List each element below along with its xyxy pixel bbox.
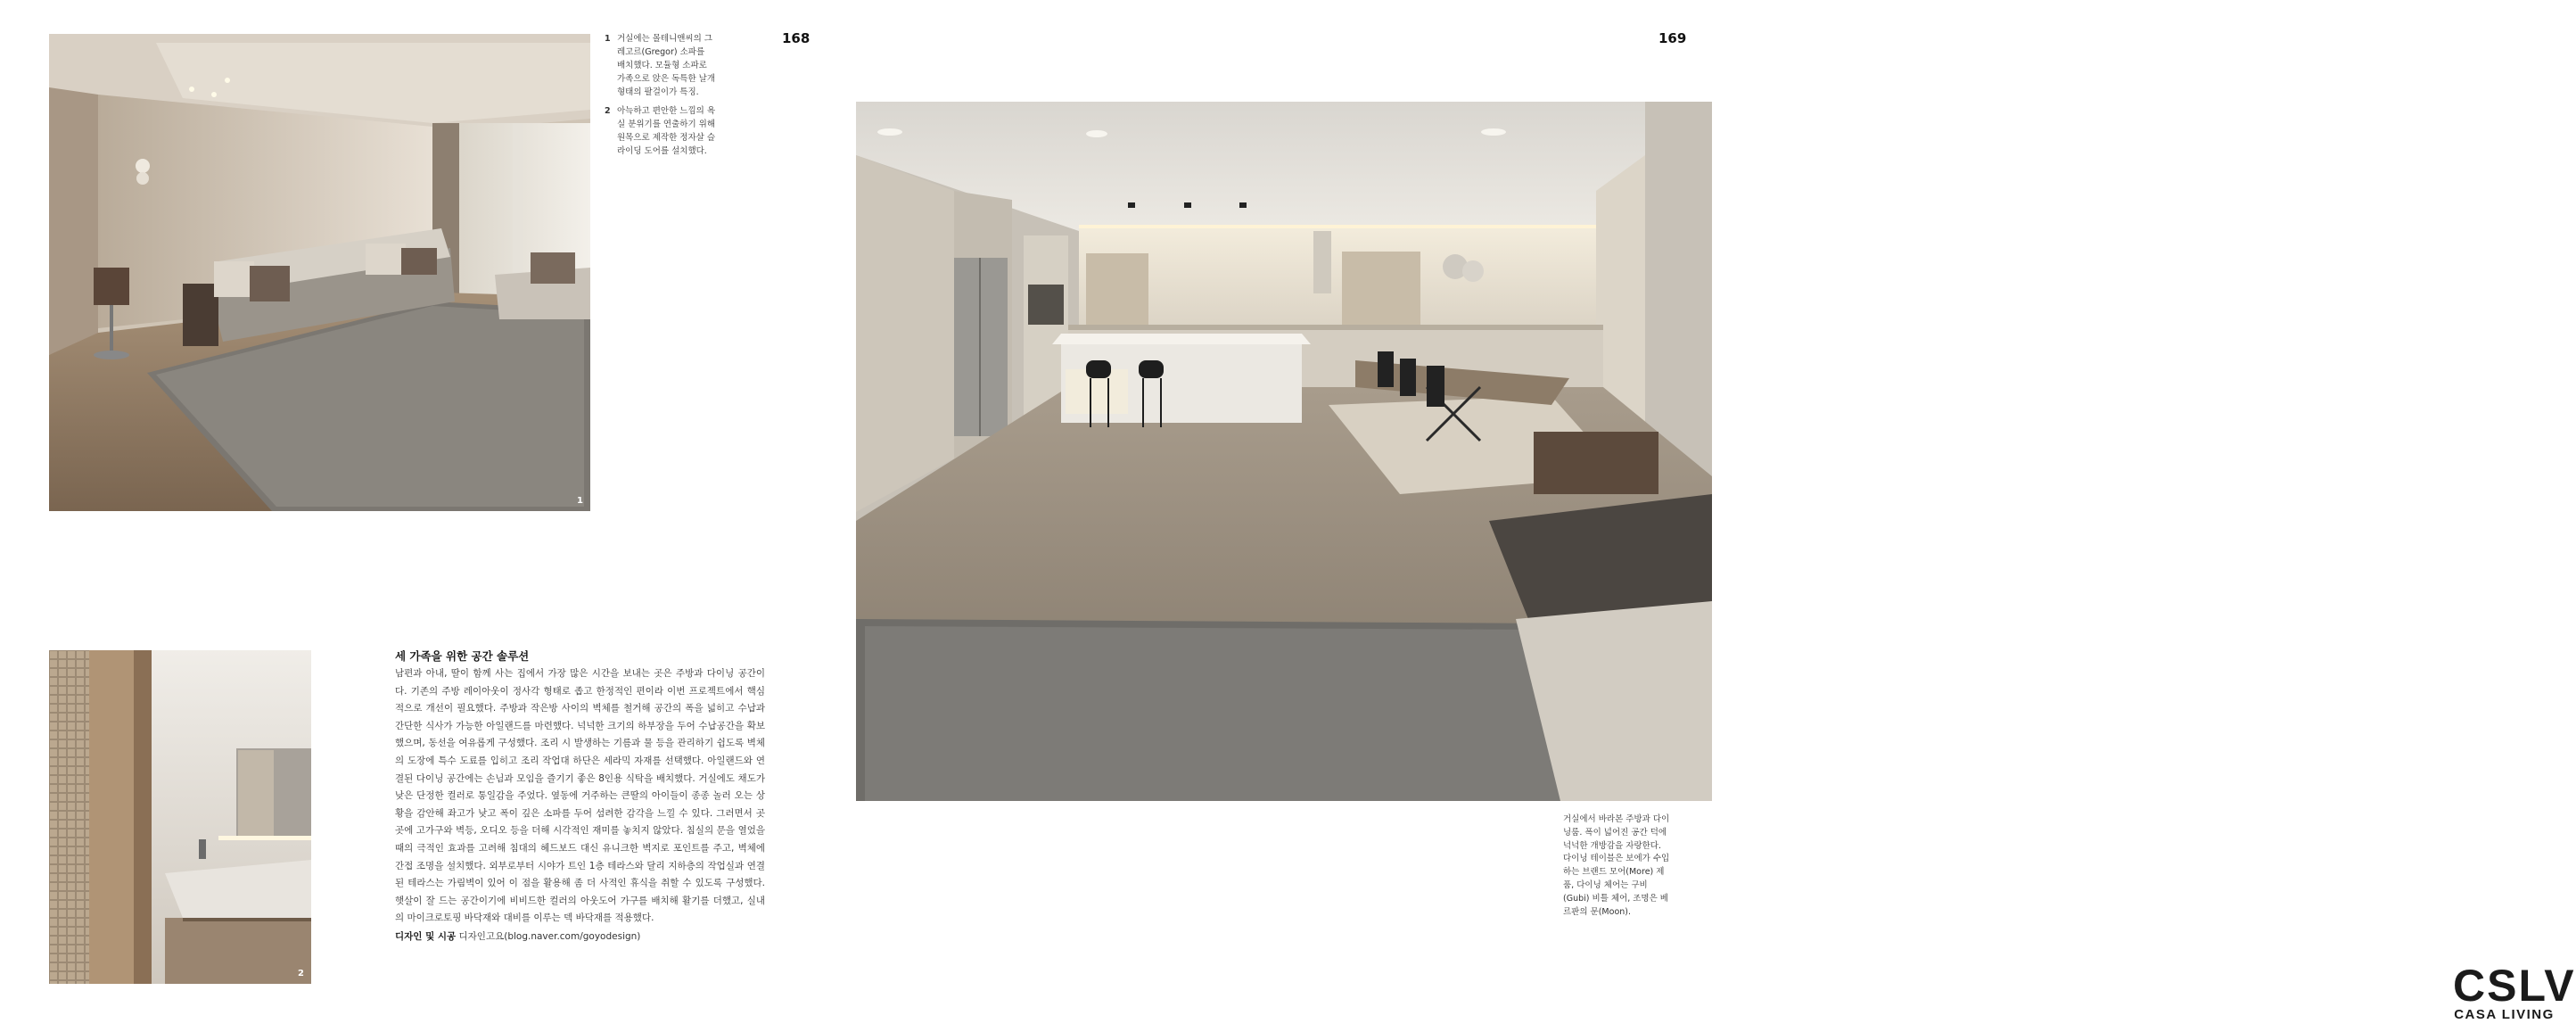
caption-number: 2 [605,106,611,116]
bathroom-photo [49,650,311,984]
caption-text: 아늑하고 편안한 느낌의 욕실 분위기를 연출하기 위해 원목으로 제작한 정자살 슬라이딩 도어를 설치했다. [617,106,716,156]
design-credit [395,929,765,943]
article-title: 세 가족을 위한 공간 솔루션 [395,649,530,663]
living-room-photo [49,34,590,511]
photo-number-1: 1 [577,496,583,506]
article-body: 남편과 아내, 딸이 함께 사는 집에서 가장 많은 시간을 보내는 곳은 주방과 다이닝 공간이다. 기존의 주방 레이아웃이 정사각 형태로 좁고 한정적인 편이라 이번 프로젝트에서 핵심적으로 개선이 필요했다. 주방과 작은방 사이의 벽체를 철거해 공간의 폭을 넓히고 수납과 간단한 식사가 가능한 아일랜드를 마련했다. 넉넉한 크기의 하부장을 두어 수납공간을 확보했으며, 동선을 여유롭게 구성했다. 조리 시 발생하는 기름과 물 등을 관리하기 쉽도록 벽체의 도장에 특수 도료를 입히고 조리 작업대 하단은 세라믹 자재를 선택했다. 아일랜드와 연결된 다이닝 공간에는 손님과 모임을 즐기기 좋은 8인용 식탁을 배치했다. 거실에도 채도가 낮은 단정한 컬러로 통일감을 주었다. 옆동에 거주하는 큰딸의 아이들이 종종 놀러 오는 상황을 감안해 좌고가 낮고 폭이 깊은 소파를 두어 섬려한 감각을 느낄 수 있다. 그러면서 곳곳에 고가구와 벽등, 오디오 등을 더해 시각적인 재미를 놓치지 않았다. 침실의 문을 열었을 때의 극적인 효과를 고려해 침대의 헤드보드 대신 유니크한 벽지로 포인트를 주고, 벽체에 간접 조명을 설치했다. 외부로부터 시야가 트인 1층 테라스와 달리 지하층의 작업실과 연결된 테라스는 가림벽이 있어 이 점을 활용해 좀 더 사적인 휴식을 취할 수 있도록 구성했다. 햇살이 잘 드는 공간이기에 비비드한 컬러의 아웃도어 가구를 배치해 활기를 더했고, 실내의 마이크로토핑 바닥재와 대비를 이루는 덱 바닥재를 적용했다. [395,668,765,924]
right-page [856,0,2576,1032]
page-number-right: 169 [1658,30,1687,46]
kitchen-caption: 거실에서 바라본 주방과 다이닝룸. 폭이 넓어진 공간 덕에 넉넉한 개방감을 자랑한다. 다이닝 테이블은 보에가 수입하는 브랜드 모어(More) 제품, 다이닝 체어는 구비(Gubi) 비틀 체어, 조명은 베르판의 문(Moon). [1563,814,1670,917]
credit-label: 디자인 및 시공 [395,930,457,942]
credit-value: 디자인고요(blog.naver.com/goyodesign) [458,930,641,942]
photo-credit: Images ©Courtesy KOYO Design Studio [1762,660,1770,792]
photo-number-2: 2 [298,969,304,978]
left-page [0,0,856,1032]
caption-number: 1 [605,34,611,44]
photo-captions [605,32,715,163]
kitchen-photo [856,102,1712,801]
page-number-left: 168 [782,30,811,46]
caption-text: 거실에는 몰테니앤씨의 그레고르(Gregor) 소파를 배치했다. 모듈형 소파로 가족으로 앉은 독특한 날개 형태의 팔걸이가 특징. [617,34,716,97]
caption-item-1 [605,32,715,99]
caption-item-2 [605,104,715,158]
logo-wordmark: CSLV [2453,961,2576,1011]
article [395,648,765,943]
magazine-logo [2453,961,2576,1022]
logo-subtitle: CASA LIVING [2454,1007,2555,1022]
